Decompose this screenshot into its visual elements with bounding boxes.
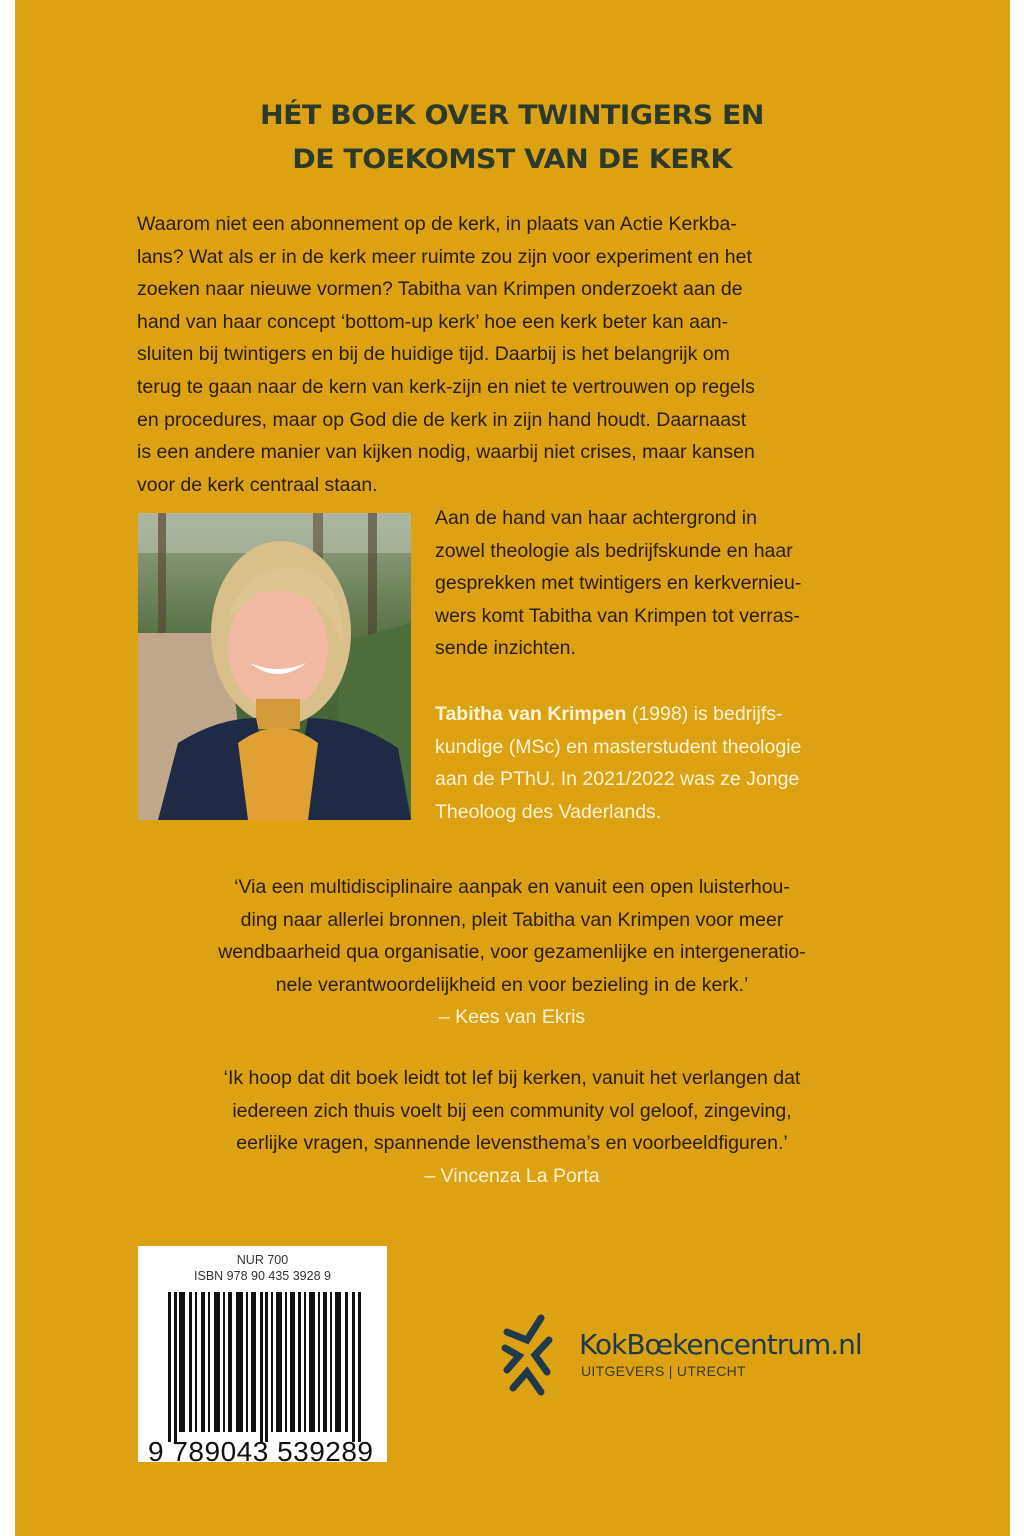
author-name: Tabitha van Krimpen [435,703,627,725]
bio-line: kundige (MSc) en masterstudent theologie [435,735,802,758]
quote-line: nele verantwoordelijkheid en voor bezieling in de kerk.’ [275,973,749,996]
summary-line: sende inzichten. [435,637,576,660]
publisher-logo [497,1310,907,1400]
quote-line: eerlijke vragen, spannende levensthema’s en voorbeeldfiguren.’ [236,1132,788,1155]
author-summary-paragraph [435,502,895,665]
publisher-name: KokBœkencentrum.nl [579,1328,862,1361]
bio-text: (1998) is bedrijfs- [626,703,783,725]
intro-line: is een andere manier van kijken nodig, waarbij niet crises, maar kansen [137,441,755,464]
quote-line: wendbaarheid qua organisatie, voor gezamenlijke en intergeneratio- [218,941,806,964]
barcode-digits: 9 789043 539289 [148,1436,374,1467]
isbn-barcode [138,1246,387,1467]
intro-line: terug te gaan naar de kern van kerk-zijn en niet te vertrouwen op regels [137,375,755,398]
summary-line: gesprekken met twintigers en kerkvernieu- [435,572,802,595]
barcode-bars [168,1292,368,1442]
intro-line: en procedures, maar op God die de kerk in zijn hand houdt. Daarnaast [137,408,747,431]
quote-line: ‘Ik hoop dat dit boek leidt tot lef bij kerken, vanuit het verlangen dat [223,1067,801,1089]
intro-line: sluiten bij twintigers en bij de huidige tijd. Daarbij is het belangrijk om [137,343,730,366]
intro-line: lans? Wat als er in de kerk meer ruimte zou zijn voor experiment en het [137,245,752,268]
quote-line: ‘Via een multidisciplinaire aanpak en vanuit een open luisterhou- [234,876,790,898]
summary-line: Aan de hand van haar achtergrond in [435,507,757,529]
publisher-subtitle: UITGEVERS | UTRECHT [581,1363,746,1379]
endorsement-quote-1 [0,871,1024,1034]
bio-line: Theoloog des Vaderlands. [435,800,662,823]
bio-line: aan de PThU. In 2021/2022 was ze Jonge [435,768,800,791]
author-portrait-illustration [138,513,411,820]
publisher-tld: .nl [830,1328,862,1361]
quote-attribution: – Vincenza La Porta [424,1164,600,1187]
cover-headline [0,94,1024,182]
headline-line-2: DE TOEKOMST VAN DE KERK [292,144,732,175]
isbn-number: ISBN 978 90 435 3928 9 [194,1269,331,1283]
nur-code: NUR 700 [236,1253,289,1267]
author-bio [435,698,895,828]
intro-line: hand van haar concept ‘bottom-up kerk’ hoe een kerk beter kan aan- [137,310,729,333]
summary-line: zowel theologie als bedrijfskunde en haar [435,539,793,562]
kokboekencentrum-logo-icon [497,1310,557,1400]
quote-attribution: – Kees van Ekris [438,1006,586,1029]
intro-paragraph [137,208,897,501]
quote-line: iedereen zich thuis voelt bij een community vol geloof, zingeving, [232,1099,792,1122]
intro-line: Waarom niet een abonnement op de kerk, in plaats van Actie Kerkba- [137,213,737,235]
quote-line: ding naar allerlei bronnen, pleit Tabitha van Krimpen voor meer [240,908,784,931]
summary-line: wers komt Tabitha van Krimpen tot verras- [435,604,800,627]
headline-line-1: HÉT BOEK OVER TWINTIGERS EN [259,100,764,131]
author-photo [138,513,411,820]
endorsement-quote-2 [0,1062,1024,1192]
intro-line: zoeken naar nieuwe vormen? Tabitha van Krimpen onderzoekt aan de [137,278,743,301]
intro-line: voor de kerk centraal staan. [137,473,378,496]
